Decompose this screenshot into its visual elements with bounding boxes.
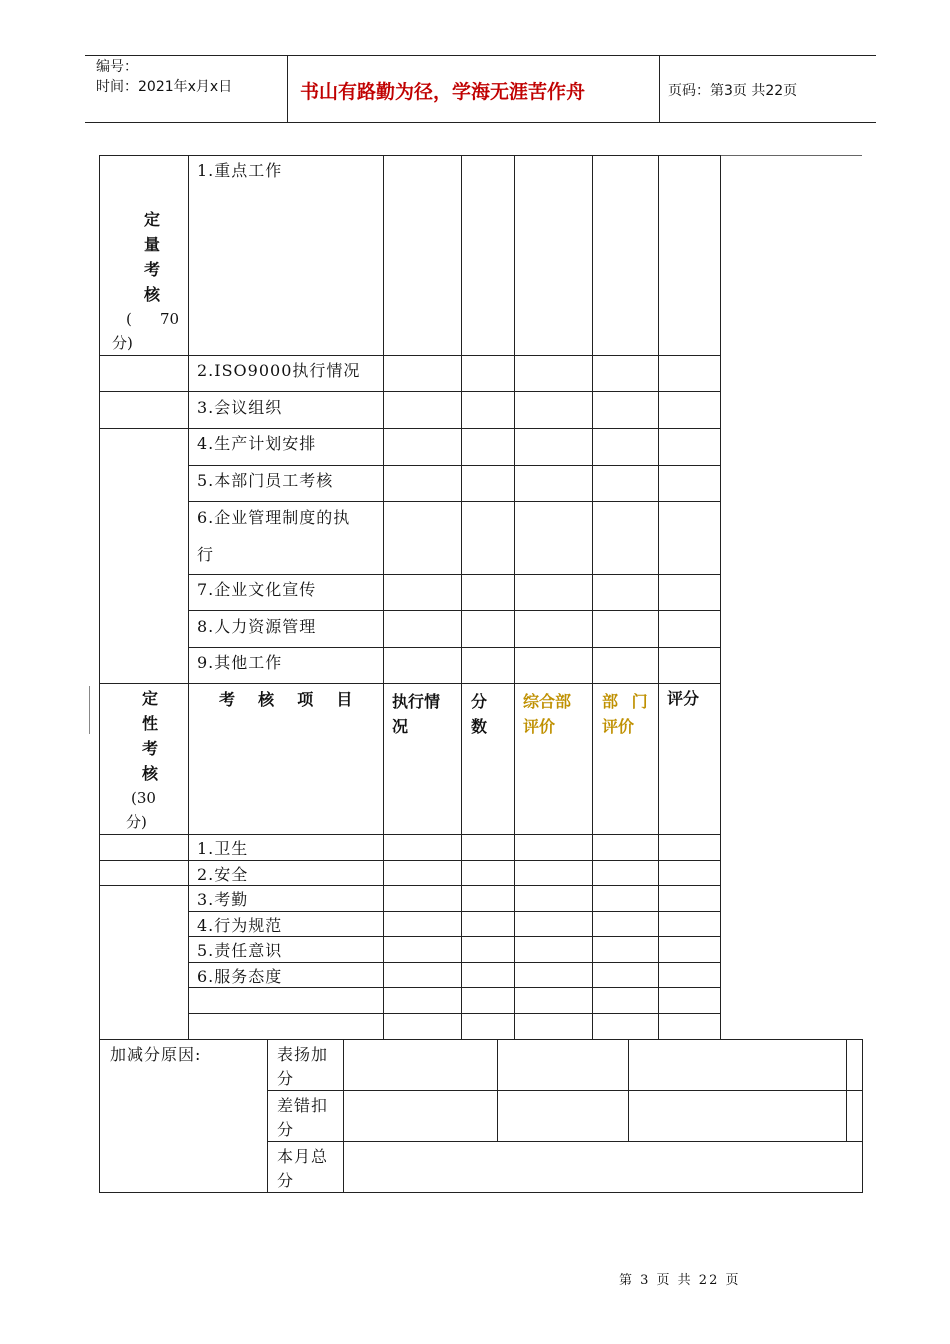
grid-vline (514, 155, 515, 1039)
error-label-line: 分 (277, 1120, 295, 1139)
grid-hline (267, 1090, 862, 1091)
col-header-rating: 评分 (667, 689, 700, 708)
grid-vline (461, 155, 462, 1039)
grid-hline (188, 936, 721, 937)
grid-hline (188, 610, 721, 611)
total-label-line: 分 (277, 1171, 295, 1190)
grid-hline (99, 885, 721, 886)
grid-hline (188, 647, 721, 648)
qual-item: 6.服务态度 (197, 967, 283, 986)
qual-item: 3.考勤 (197, 890, 249, 909)
quantitative-score-open: ( (126, 310, 132, 328)
adjust-reason-label: 加减分原因: (110, 1045, 202, 1064)
quant-item: 4.生产计划安排 (197, 434, 317, 453)
praise-label-line: 分 (277, 1069, 295, 1088)
header-page-info: 页码：第3页 共22页 (668, 83, 798, 99)
grid-vline (188, 155, 189, 1039)
header-meta (96, 57, 232, 97)
grid-vline (628, 1039, 629, 1141)
grid-vline (99, 155, 100, 1193)
grid-vline (846, 1039, 847, 1141)
quant-item: 5.本部门员工考核 (197, 471, 334, 490)
quantitative-score-value: 70 (160, 310, 180, 328)
grid-vline (343, 1039, 344, 1192)
total-label (277, 1145, 328, 1193)
grid-hline (188, 1013, 721, 1014)
header-divider-left (287, 55, 288, 123)
quant-item: 1.重点工作 (197, 161, 283, 180)
col-header-general-line: 综合部 (523, 692, 572, 711)
label-char: 性 (141, 714, 158, 733)
quantitative-score-unit: 分) (112, 334, 133, 352)
qual-item: 2.安全 (197, 865, 249, 884)
quantitative-label (132, 207, 172, 307)
grid-hline (99, 860, 721, 861)
label-char: 定 (143, 210, 160, 229)
date-label: 时间：2021年x月x日 (96, 79, 233, 95)
grid-hline (99, 683, 721, 684)
label-char: 考 (141, 739, 158, 758)
col-header-dept (602, 689, 652, 739)
grid-vline (497, 1039, 498, 1141)
header-bottom-rule (85, 122, 876, 123)
qualitative-score-unit: 分) (126, 813, 147, 831)
qualitative-score: (30 (131, 789, 156, 807)
col-header-exec (392, 689, 440, 739)
label-char: 定 (141, 689, 158, 708)
quant-item-wrap: 行 (197, 545, 215, 564)
quant-item: 2.ISO9000执行情况 (197, 361, 361, 380)
col-header-dept-line: 部 门 (602, 692, 652, 711)
grid-hline (99, 428, 721, 429)
grid-hline (188, 465, 721, 466)
col-header-score-line: 分 (471, 692, 488, 711)
grid-vline (592, 155, 593, 1039)
quant-item: 3.会议组织 (197, 398, 283, 417)
total-label-line: 本月总 (277, 1147, 329, 1166)
grid-hline (267, 1141, 862, 1142)
grid-vline (383, 155, 384, 1039)
header-top-rule (85, 55, 876, 56)
error-label-line: 差错扣 (277, 1096, 329, 1115)
grid-hline (99, 834, 721, 835)
header-motto: 书山有路勤为径，学海无涯苦作舟 (300, 81, 586, 103)
grid-vline (267, 1039, 268, 1192)
grid-hline (99, 355, 721, 356)
quant-item: 6.企业管理制度的执 (197, 508, 351, 527)
grid-hline (188, 962, 721, 963)
qual-item: 1.卫生 (197, 839, 249, 858)
error-label (277, 1094, 328, 1142)
grid-hline (99, 391, 721, 392)
grid-hline (99, 1192, 862, 1193)
quant-item: 7.企业文化宣传 (197, 580, 317, 599)
col-header-general-line: 评价 (523, 717, 556, 736)
qual-item: 5.责任意识 (197, 941, 283, 960)
praise-label-line: 表扬加 (277, 1045, 329, 1064)
col-header-item: 考 核 项 目 (219, 690, 357, 709)
grid-hline (99, 155, 721, 156)
quant-item: 8.人力资源管理 (197, 617, 317, 636)
col-header-score-line: 数 (471, 717, 488, 736)
qualitative-label (130, 686, 170, 786)
col-header-dept-line: 评价 (602, 717, 635, 736)
col-header-exec-line: 况 (392, 717, 409, 736)
grid-vline (720, 155, 721, 1039)
header-divider-right (659, 55, 660, 123)
col-header-general (523, 689, 571, 739)
label-char: 核 (143, 285, 160, 304)
grid-hline-ext (721, 155, 862, 156)
praise-label (277, 1043, 328, 1091)
grid-hline (188, 501, 721, 502)
col-header-exec-line: 执行情 (392, 692, 441, 711)
grid-hline (188, 574, 721, 575)
serial-label: 编号： (96, 59, 138, 75)
footer-page-number: 第 3 页 共 22 页 (619, 1273, 741, 1288)
col-header-score (471, 689, 487, 739)
grid-hline (188, 911, 721, 912)
label-char: 核 (141, 764, 158, 783)
grid-vline-faint (89, 686, 90, 734)
qual-item: 4.行为规范 (197, 916, 283, 935)
label-char: 考 (143, 260, 160, 279)
grid-hline (99, 1039, 862, 1040)
grid-hline (188, 987, 721, 988)
label-char: 量 (143, 235, 160, 254)
grid-vline (658, 155, 659, 1039)
grid-vline (862, 1039, 863, 1193)
quant-item: 9.其他工作 (197, 653, 283, 672)
